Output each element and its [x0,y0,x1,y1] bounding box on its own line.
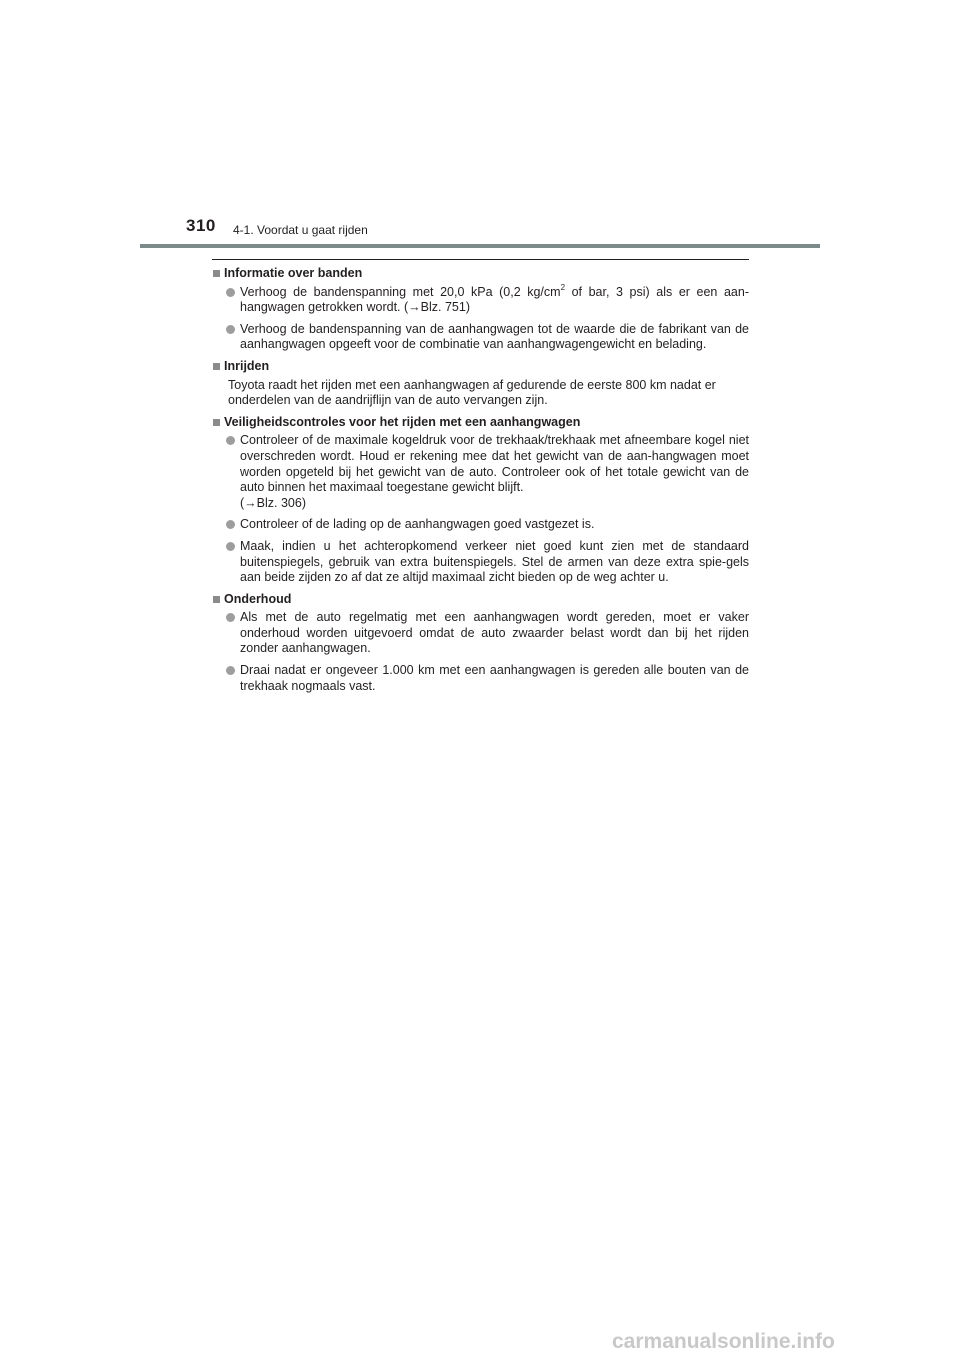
list-item-text: Verhoog de bandenspanning van de aanhangwagen tot de waarde die de fabrikant van de aanhangwagen opgeeft voor de combinatie van aanhangwagengewicht en belading. [240,321,749,352]
circle-bullet-icon [226,613,235,622]
section-title: Inrijden [224,358,270,373]
list-item-text: Controleer of de maximale kogeldruk voor de trekhaak/trekhaak met afneembare kogel niet overschreden wordt. Houd er rekening mee dat het gewicht van de aan-hangwagen moet worden opgeteld bij het gewicht van de auto. Controleer ook of het totale gewicht van de auto binnen het maximaal toegestane gewicht blijft. [240,433,749,495]
list-item [212,610,749,657]
superscript: 2 [560,282,566,292]
chapter-title: 4-1. Voordat u gaat rijden [233,223,368,237]
section-safety [212,415,749,586]
list-item [212,517,749,533]
page-number: 310 [186,216,216,235]
section-heading [212,359,749,375]
page-content [212,266,749,700]
section-heading [212,592,749,608]
list-item-text: Maak, indien u het achteropkomend verkeer niet goed kunt zien met de standaard buitenspiegels, gebruik van extra buitenspiegels. Stel de armen van deze extra spie-gels aan beide zijden zo af dat ze altijd maximaal zicht bieden op de weg achter u. [240,538,749,585]
square-bullet-icon [213,596,220,603]
square-bullet-icon [213,419,220,426]
page-reference: Blz. 306) [256,495,307,510]
list-item-text: of bar, 3 psi) als er een aan-hangwagen getrokken wordt. ( [240,284,749,315]
section-heading [212,266,749,282]
circle-bullet-icon [226,325,235,334]
list-item [212,663,749,694]
circle-bullet-icon [226,666,235,675]
circle-bullet-icon [226,520,235,529]
circle-bullet-icon [226,542,235,551]
list-item [212,539,749,586]
section-maintenance [212,592,749,695]
arrow-icon: → [408,300,421,315]
section-breakin [212,359,749,409]
square-bullet-icon [213,270,220,277]
list-item-text: Controleer of de lading op de aanhangwagen goed vastgezet is. [240,517,595,532]
open-paren: ( [240,495,245,510]
square-bullet-icon [213,363,220,370]
section-heading [212,415,749,431]
section-title: Onderhoud [224,591,292,606]
paragraph: Toyota raadt het rijden met een aanhangwagen af gedurende de eerste 800 km nadat er onderdelen van de aandrijflijn van de auto vervangen zijn. [228,377,716,408]
list-item-text: Verhoog de bandenspanning met 20,0 kPa (0,2 kg/cm [240,284,561,299]
arrow-icon: → [244,495,257,510]
watermark: carmanualsonline.info [612,1330,835,1353]
header-rule [140,244,820,248]
circle-bullet-icon [226,288,235,297]
list-item-text: Draai nadat er ongeveer 1.000 km met een aanhangwagen is gereden alle bouten van de trekhaak nogmaals vast. [240,663,749,693]
section-tires [212,266,749,353]
list-item [212,433,749,511]
section-title: Informatie over banden [224,266,363,280]
page-reference: Blz. 751) [420,300,471,315]
list-item [212,282,749,316]
list-item-text: Als met de auto regelmatig met een aanhangwagen wordt gereden, moet er vaker onderhoud worden uitgevoerd omdat de auto zwaarder belast wordt dan bij het rijden zonder aanhangwagen. [240,610,749,656]
circle-bullet-icon [226,436,235,445]
section-title: Veiligheidscontroles voor het rijden met een aanhangwagen [224,414,581,429]
content-rule [212,259,749,260]
list-item [212,322,749,353]
